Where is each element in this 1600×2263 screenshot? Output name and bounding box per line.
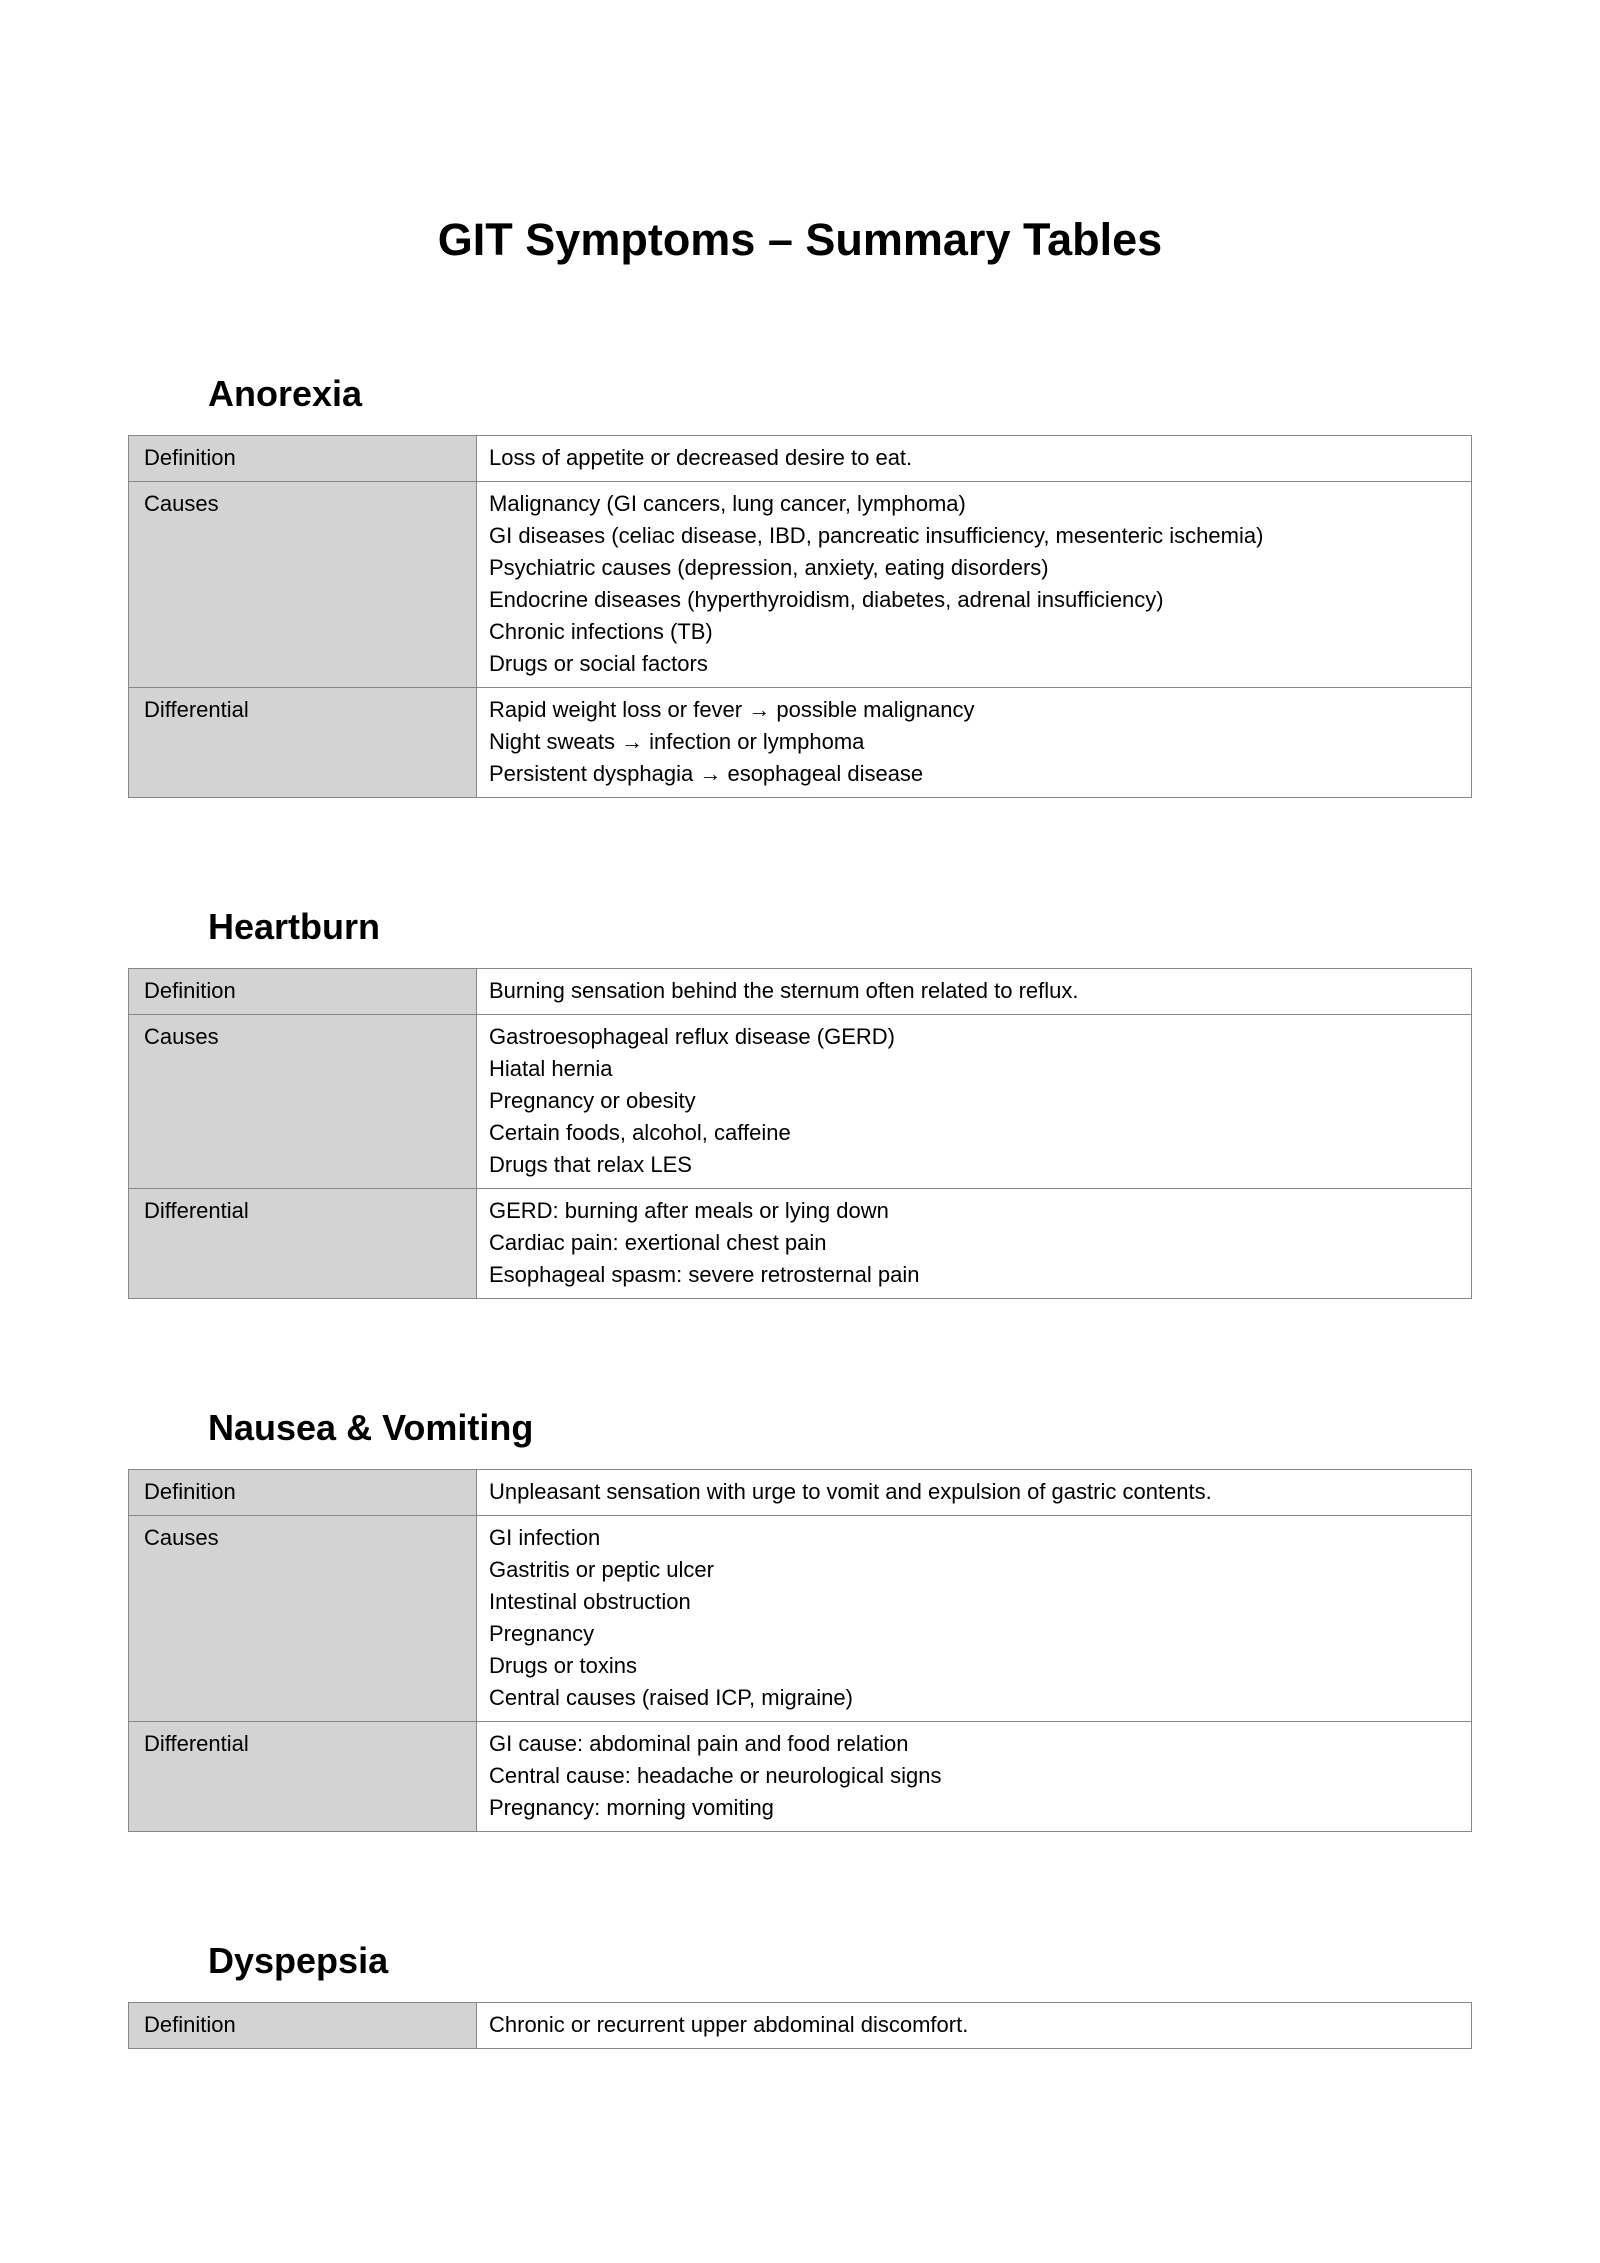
row-content [477, 969, 1472, 1015]
dyspepsia-table [128, 2002, 1472, 2049]
table-row-differential [129, 1189, 1472, 1299]
section-heading-heartburn: Heartburn [208, 906, 381, 947]
row-content [477, 1516, 1472, 1722]
content-line: Pregnancy: morning vomiting [489, 1795, 774, 1820]
section-anorexia [128, 373, 1472, 798]
row-label: Definition [129, 969, 477, 1015]
row-label: Differential [129, 688, 477, 798]
anorexia-table [128, 435, 1472, 798]
content-line: Central causes (raised ICP, migraine) [489, 1685, 853, 1710]
section-nausea-vomiting [128, 1407, 1472, 1832]
content-line: Intestinal obstruction [489, 1589, 691, 1614]
table-row-definition [129, 436, 1472, 482]
row-label: Causes [129, 482, 477, 688]
document-content [128, 0, 1472, 2049]
row-content [477, 688, 1472, 798]
table-row-definition [129, 1470, 1472, 1516]
content-line: Chronic infections (TB) [489, 619, 713, 644]
content-line: GI infection [489, 1525, 601, 1550]
content-line: Unpleasant sensation with urge to vomit and expulsion of gastric contents. [489, 1479, 1212, 1504]
content-line: Psychiatric causes (depression, anxiety, eating disorders) [489, 555, 1049, 580]
table-row-causes [129, 1015, 1472, 1189]
row-content [477, 2003, 1472, 2049]
content-line: GI diseases (celiac disease, IBD, pancreatic insufficiency, mesenteric ischemia) [489, 523, 1264, 548]
table-row-definition [129, 969, 1472, 1015]
row-label: Definition [129, 2003, 477, 2049]
section-dyspepsia [128, 1940, 1472, 2049]
content-line: Certain foods, alcohol, caffeine [489, 1120, 791, 1145]
content-line: GERD: burning after meals or lying down [489, 1198, 889, 1223]
content-line: Hiatal hernia [489, 1056, 613, 1081]
content-line: Drugs or toxins [489, 1653, 637, 1678]
row-content [477, 1015, 1472, 1189]
heartburn-table [128, 968, 1472, 1299]
content-line: Night sweats → infection or lymphoma [489, 729, 865, 754]
content-line: Burning sensation behind the sternum often related to reflux. [489, 978, 1079, 1003]
content-line: Gastroesophageal reflux disease (GERD) [489, 1024, 895, 1049]
row-content [477, 436, 1472, 482]
content-line: GI cause: abdominal pain and food relation [489, 1731, 909, 1756]
table-row-causes [129, 482, 1472, 688]
row-label: Definition [129, 1470, 477, 1516]
row-label: Differential [129, 1189, 477, 1299]
content-line: Cardiac pain: exertional chest pain [489, 1230, 827, 1255]
content-line: Central cause: headache or neurological signs [489, 1763, 942, 1788]
table-row-causes [129, 1516, 1472, 1722]
row-label: Definition [129, 436, 477, 482]
content-line: Persistent dysphagia → esophageal disease [489, 761, 924, 786]
row-content [477, 1189, 1472, 1299]
row-label: Causes [129, 1015, 477, 1189]
row-label: Causes [129, 1516, 477, 1722]
table-row-differential [129, 1722, 1472, 1832]
row-content [477, 1470, 1472, 1516]
section-heading-nausea-vomiting: Nausea & Vomiting [208, 1407, 534, 1448]
table-row-differential [129, 688, 1472, 798]
row-content [477, 1722, 1472, 1832]
content-line: Pregnancy or obesity [489, 1088, 696, 1113]
section-heartburn [128, 906, 1472, 1299]
content-line: Drugs or social factors [489, 651, 708, 676]
content-line: Chronic or recurrent upper abdominal discomfort. [489, 2012, 969, 2037]
content-line: Loss of appetite or decreased desire to eat. [489, 445, 913, 470]
nausea-vomiting-table [128, 1469, 1472, 1832]
row-label: Differential [129, 1722, 477, 1832]
content-line: Rapid weight loss or fever → possible malignancy [489, 697, 975, 722]
content-line: Endocrine diseases (hyperthyroidism, diabetes, adrenal insufficiency) [489, 587, 1164, 612]
content-line: Esophageal spasm: severe retrosternal pain [489, 1262, 920, 1287]
table-row-definition [129, 2003, 1472, 2049]
section-heading-dyspepsia: Dyspepsia [208, 1940, 389, 1981]
page-title: GIT Symptoms – Summary Tables [437, 214, 1163, 265]
section-heading-anorexia: Anorexia [208, 373, 363, 414]
content-line: Drugs that relax LES [489, 1152, 692, 1177]
content-line: Pregnancy [489, 1621, 595, 1646]
content-line: Gastritis or peptic ulcer [489, 1557, 714, 1582]
content-line: Malignancy (GI cancers, lung cancer, lymphoma) [489, 491, 966, 516]
row-content [477, 482, 1472, 688]
